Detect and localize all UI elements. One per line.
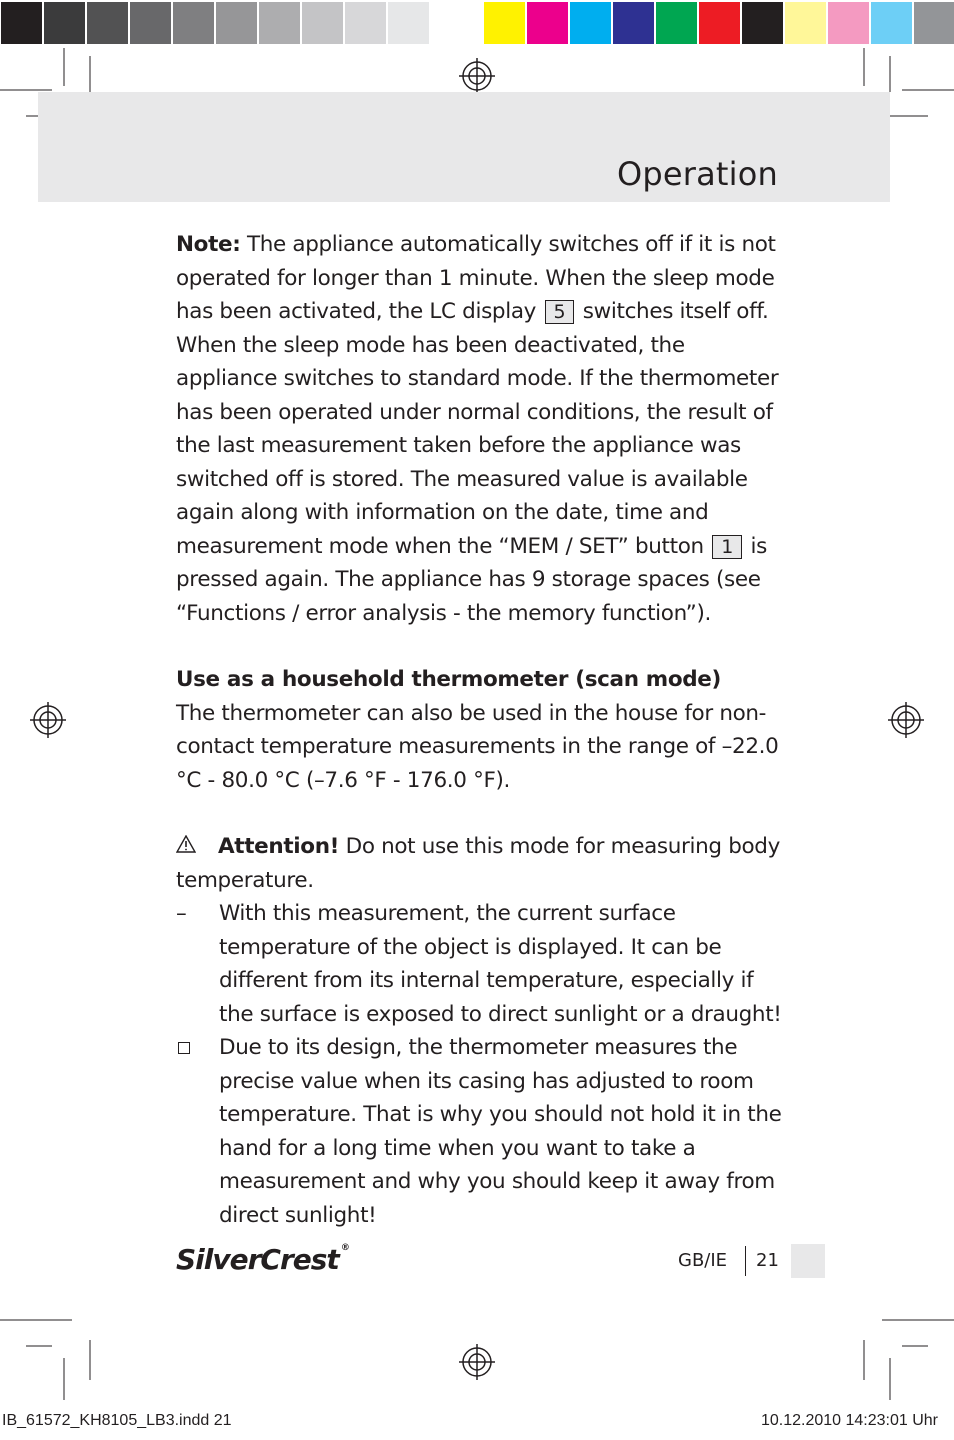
ref-mem-set-button: 1	[712, 535, 742, 559]
note-label: Note:	[176, 232, 241, 257]
registration-mark-right	[888, 702, 924, 738]
list-item	[176, 897, 788, 1031]
slug-filename: IB_61572_KH8105_LB3.indd 21	[2, 1412, 232, 1429]
main-content	[176, 228, 788, 1232]
attention-label: Attention!	[218, 834, 340, 859]
note-text-3: is pressed again. The appliance has 9 storage spaces (see “Functions / error analysis - the memory function”).	[176, 533, 767, 626]
list-item-text: Due to its design, the thermometer measures the precise value when its casing has adjusted to room temperature. That is why you should not hold it in the hand for a long time when you want to take a measurement and why you should keep it away from direct sunlight!	[219, 1035, 782, 1228]
page-number: 21	[756, 1250, 779, 1271]
note-text-1: The appliance automatically switches off if it is not operated for longer than 1 minute. When the sleep mode has been activated, the LC display	[176, 232, 776, 324]
ref-lc-display: 5	[545, 300, 575, 324]
attention-paragraph	[176, 830, 788, 897]
warning-triangle-icon	[176, 830, 198, 864]
scan-mode-text: The thermometer can also be used in the house for non-contact temperature measurements in the range of –22.0 °C - 80.0 °C (–7.6 °F - 176.0 °F).	[176, 700, 779, 793]
brand-logo-text: SilverCrest	[176, 1243, 339, 1276]
footer-tab	[791, 1244, 825, 1278]
slug-datetime: 10.12.2010 14:23:01 Uhr	[760, 1412, 938, 1429]
note-paragraph	[176, 228, 788, 630]
dash-bullet: –	[176, 901, 187, 926]
registration-mark-top	[459, 58, 495, 94]
note-text-2: switches itself off. When the sleep mode has been deactivated, the appliance switches to standard mode. If the thermometer has been operated under normal conditions, the result of the last measurement taken before the appliance was switched off is stored. The measured value is available again along with information on the date, time and measurement mode when the “MEM / SET” button	[176, 299, 779, 559]
footer-language: GB/IE	[678, 1250, 728, 1271]
brand-logo	[176, 1243, 349, 1276]
page-title: Operation	[616, 155, 778, 193]
checkbox-bullet-icon	[178, 1042, 190, 1054]
list-item-text: With this measurement, the current surface temperature of the object is displayed. It can be different from its internal temperature, especially if the surface is exposed to direct sunlight or a draught!	[219, 901, 782, 1027]
footer-divider	[745, 1246, 746, 1276]
registered-mark: ®	[340, 1243, 349, 1253]
registration-mark-left	[30, 702, 66, 738]
attention-text: Do not use this mode for measuring body temperature.	[176, 834, 780, 893]
registration-mark-bottom	[459, 1344, 495, 1380]
list-item	[176, 1031, 788, 1232]
scan-mode-heading: Use as a household thermometer (scan mode)	[176, 667, 722, 692]
